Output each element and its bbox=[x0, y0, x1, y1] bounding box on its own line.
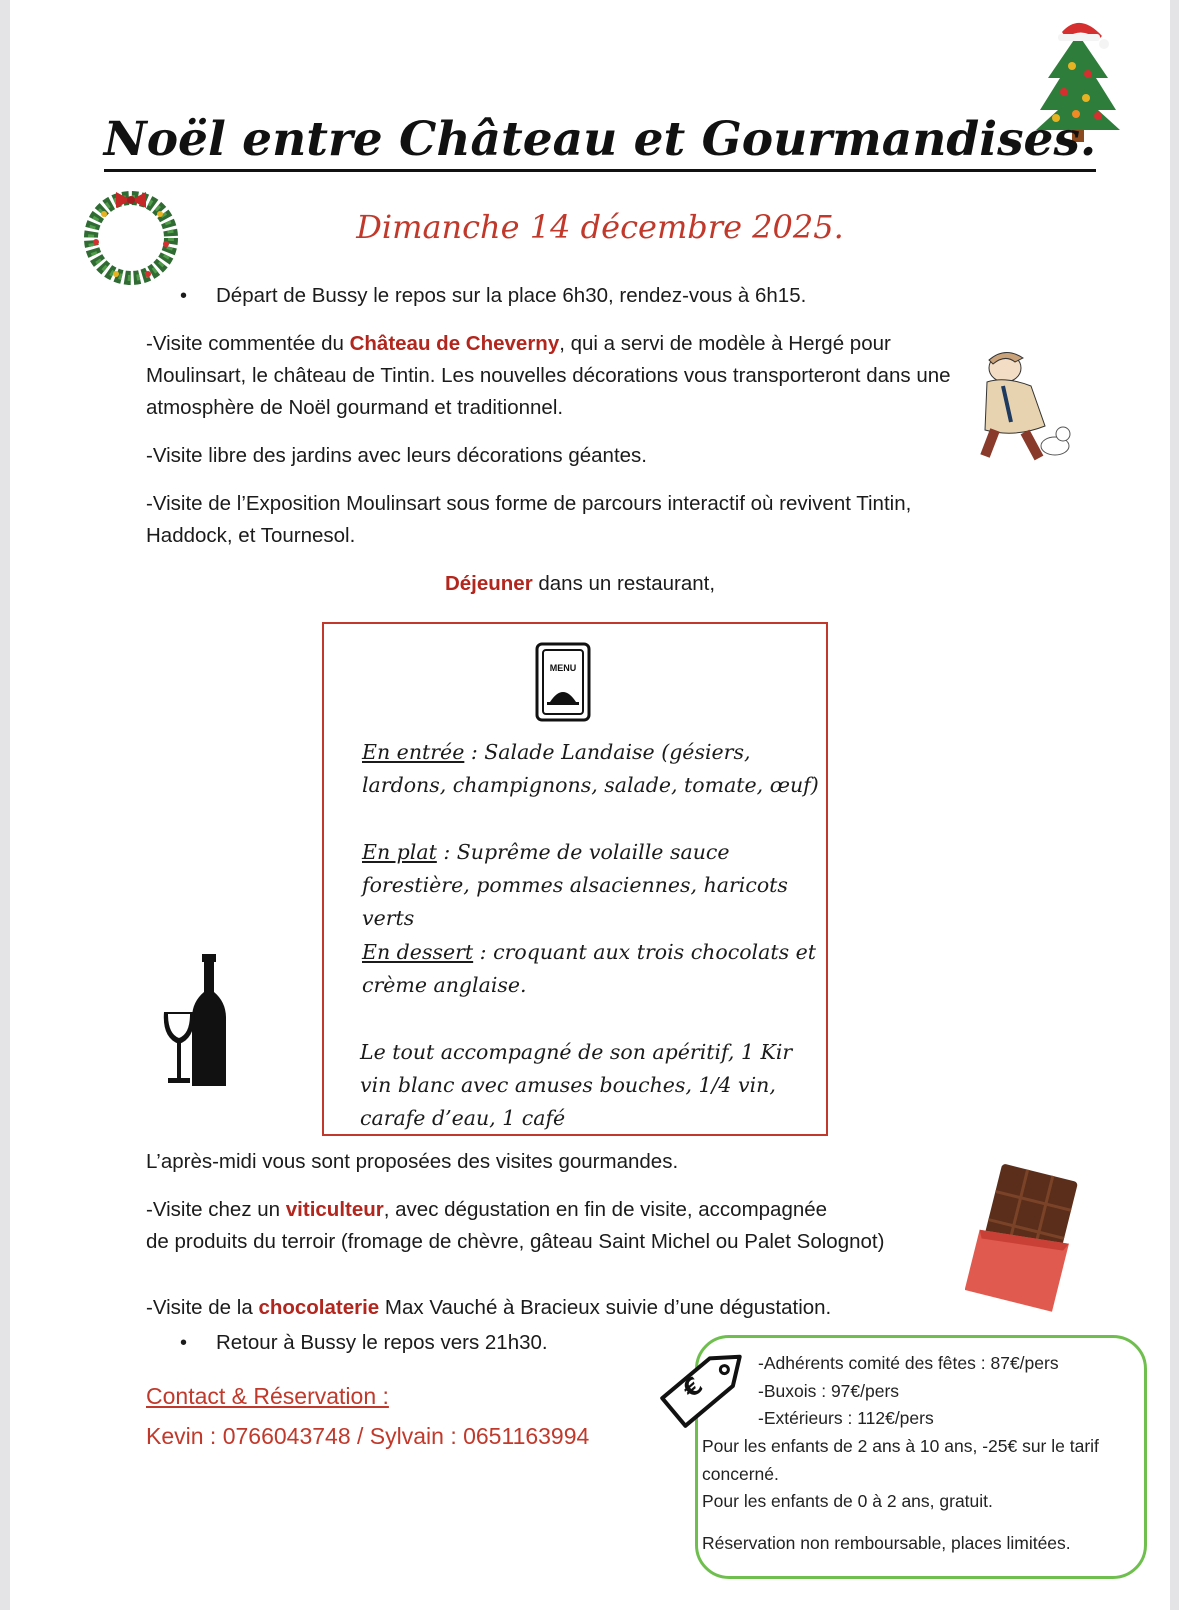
visit-chocolaterie: -Visite de la chocolaterie Max Vauché à Bracieux suivie d’une dégustation. bbox=[146, 1296, 832, 1319]
wine-bottle-icon bbox=[160, 952, 240, 1090]
cheverny-highlight: Château de Cheverny bbox=[349, 332, 560, 355]
depart-item: • Départ de Bussy le repos sur la place 6h30, rendez-vous à 6h15. bbox=[216, 280, 1016, 312]
menu-plat: En plat : Suprême de volaille sauce forestière, pommes alsaciennes, haricots verts bbox=[362, 840, 788, 930]
flyer-page bbox=[10, 0, 1170, 1610]
contact-phones[interactable]: Kevin : 0766043748 / Sylvain : 0651163994 bbox=[146, 1423, 590, 1449]
svg-text:MENU: MENU bbox=[549, 663, 577, 673]
event-date: Dimanche 14 décembre 2025. bbox=[356, 208, 844, 246]
retour-item: • Retour à Bussy le repos vers 21h30. bbox=[216, 1327, 816, 1359]
menu-card-icon bbox=[533, 640, 597, 726]
visit-viticulteur: -Visite chez un viticulteur, avec dégustation en fin de visite, accompagnée de produits du terroir (fromage de chèvre, gâteau Saint Michel ou Palet Solognot) bbox=[146, 1198, 885, 1253]
price-buxois: -Buxois : 97€/pers bbox=[758, 1380, 900, 1401]
menu-dessert: En dessert : croquant aux trois chocolats et crème anglaise. bbox=[362, 940, 816, 997]
chocolate-bar-icon bbox=[965, 1163, 1085, 1313]
menu-entree: En entrée : Salade Landaise (gésiers, lardons, champignons, salade, tomate, œuf) bbox=[362, 740, 819, 797]
price-exterieurs: -Extérieurs : 112€/pers bbox=[758, 1408, 934, 1428]
contact-section bbox=[146, 1376, 666, 1456]
tintin-illustration bbox=[965, 346, 1077, 474]
afternoon-line: L’après-midi vous sont proposées des visites gourmandes. bbox=[146, 1150, 679, 1173]
children-2-10: Pour les enfants de 2 ans à 10 ans, -25€ sur le tarif concerné. bbox=[702, 1436, 1099, 1484]
page-title: Noël entre Château et Gourmandises. bbox=[10, 112, 1179, 167]
children-info bbox=[702, 1433, 1132, 1516]
price-adherents: -Adhérents comité des fêtes : 87€/pers bbox=[758, 1353, 1059, 1373]
menu-extras: Le tout accompagné de son apéritif, 1 Kir vin blanc avec amuses bouches, 1/4 vin, carafe d’eau, 1 café bbox=[360, 1040, 793, 1130]
svg-text:€: € bbox=[677, 1371, 709, 1404]
contact-title: Contact & Réservation : bbox=[146, 1383, 389, 1409]
visit-jardins: -Visite libre des jardins avec leurs décorations géantes. bbox=[146, 444, 647, 467]
price-list bbox=[758, 1350, 1138, 1433]
price-tag-icon bbox=[650, 1333, 762, 1437]
reservation-note: Réservation non remboursable, places limitées. bbox=[702, 1533, 1071, 1553]
children-0-2: Pour les enfants de 0 à 2 ans, gratuit. bbox=[702, 1491, 993, 1511]
visit-cheverny: -Visite commentée du Château de Cheverny, qui a servi de modèle à Hergé pour Moulinsart, le château de Tintin. Les nouvelles décorations vous transporteront dans une atmosphère de Noël gourmand et traditionnel. bbox=[146, 332, 951, 419]
lunch-line: Déjeuner dans un restaurant, bbox=[444, 572, 716, 595]
visit-exposition: -Visite de l’Exposition Moulinsart sous forme de parcours interactif où revivent Tintin, Haddock, et Tournesol. bbox=[146, 492, 912, 547]
